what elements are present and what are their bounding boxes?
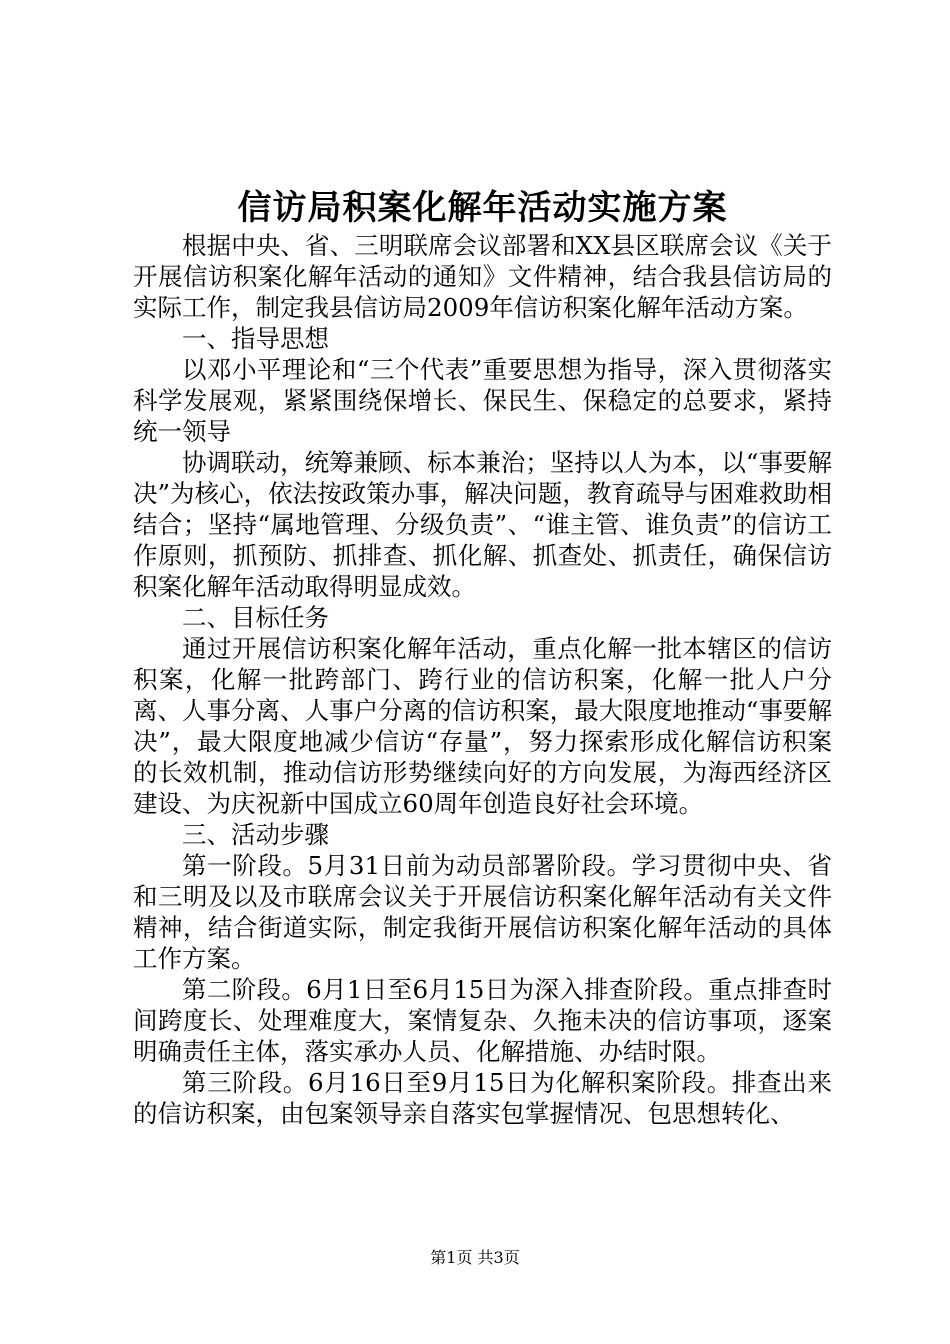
section1-paragraph-1: 以邓小平理论和“三个代表”重要思想为指导，深入贯彻落实科学发展观，紧紧围绕保增长、保民生、保稳定的总要求，紧持统一领导 [133, 355, 832, 446]
section3-paragraph-2: 第二阶段。6月1日至6月15日为深入排查阶段。重点排查时间跨度长、处理难度大，案情复杂、久拖未决的信访事项，逐案明确责任主体，落实承办人员、化解措施、办结时限。 [133, 975, 832, 1066]
section1-paragraph-2: 协调联动，统筹兼顾、标本兼治；坚持以人为本，以“事要解决”为核心，依法按政策办事，解决问题，教育疏导与困难救助相结合；坚持“属地管理、分级负责”、“谁主管、谁负责”的信访工作原则，抓预防、抓排查、抓化解、抓查处、抓责任，确保信访积案化解年活动取得明显成效。 [133, 448, 832, 601]
document-body [133, 230, 832, 1129]
section3-paragraph-1: 第一阶段。5月31日前为动员部署阶段。学习贯彻中央、省和三明及以及市联席会议关于开展信访积案化解年活动有关文件精神，结合街道实际，制定我街开展信访积案化解年活动的具体工作方案。 [133, 851, 832, 973]
intro-paragraph: 根据中央、省、三明联席会议部署和XX县区联席会议《关于开展信访积案化解年活动的通知》文件精神，结合我县信访局的实际工作，制定我县信访局2009年信访积案化解年活动方案。 [133, 231, 832, 322]
document-title: 信访局积案化解年活动实施方案 [237, 188, 728, 228]
section-heading-guiding-ideology: 一、指导思想 [182, 324, 329, 353]
page-footer: 第1页 共3页 [430, 1248, 520, 1267]
section-heading-goals: 二、目标任务 [182, 603, 329, 632]
section2-paragraph-1: 通过开展信访积案化解年活动，重点化解一批本辖区的信访积案，化解一批跨部门、跨行业的信访积案，化解一批人户分离、人事分离、人事户分离的信访积案，最大限度地推动“事要解决”，最大限度地减少信访“存量”，努力探索形成化解信访积案的长效机制，推动信访形势继续向好的方向发展，为海西经济区建设、为庆祝新中国成立60周年创造良好社会环境。 [133, 634, 832, 818]
section3-paragraph-3: 第三阶段。6月16日至9月15日为化解积案阶段。排查出来的信访积案，由包案领导亲自落实包掌握情况、包思想转化、 [133, 1068, 832, 1128]
section-heading-steps: 三、活动步骤 [182, 820, 329, 849]
